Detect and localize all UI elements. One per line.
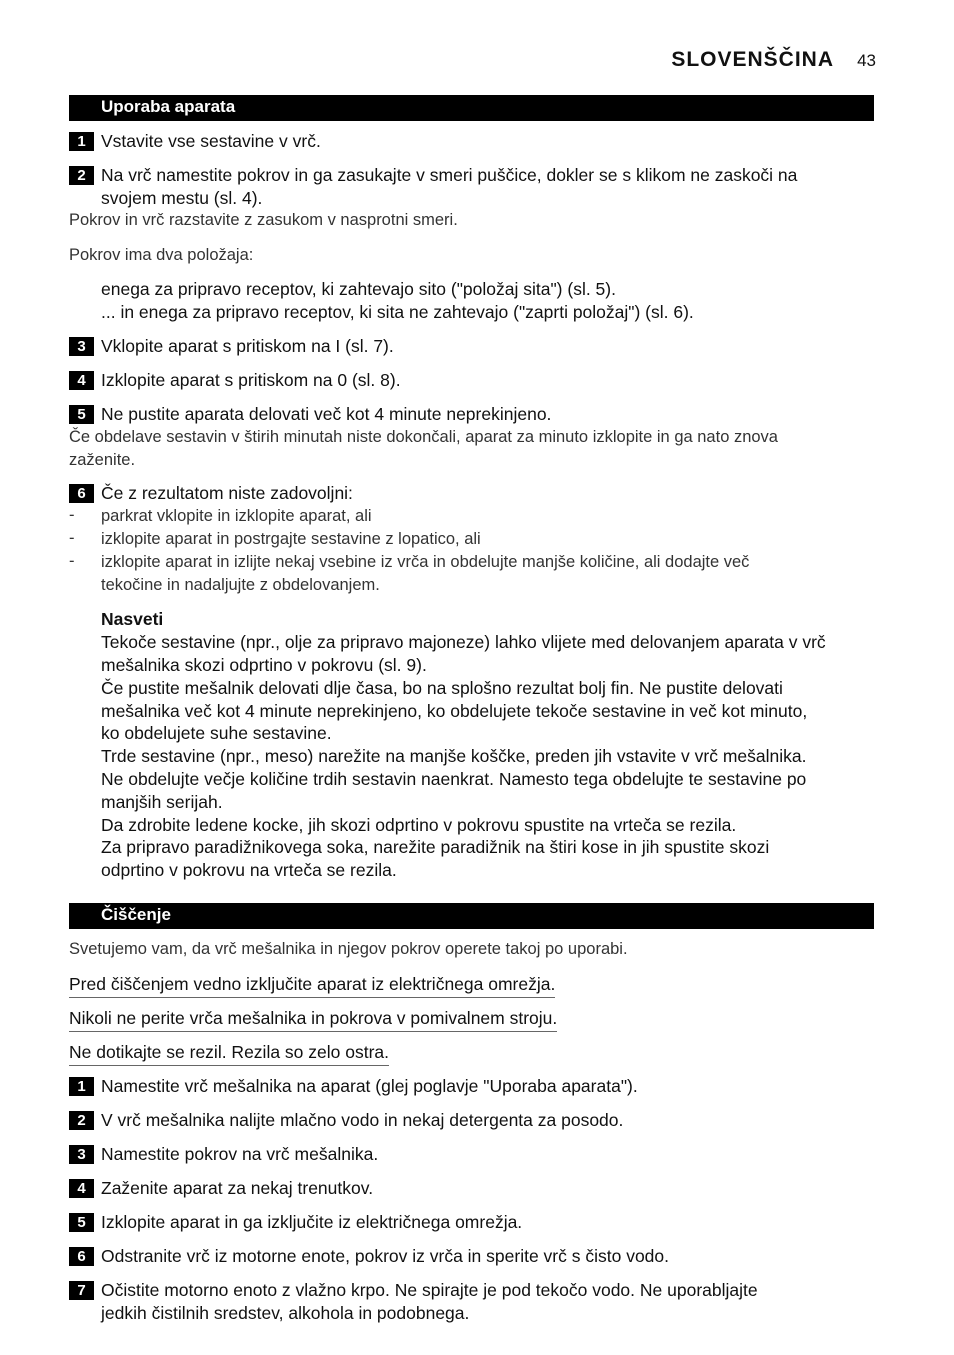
tips-title: Nasveti [101, 609, 164, 629]
bullet-dash: - [69, 529, 75, 547]
step-number: 1 [69, 132, 94, 151]
step-number: 6 [69, 484, 94, 503]
step-text: Na vrč namestite pokrov in ga zasukajte v smeri puščice, dokler se s klikom ne zaskoči na [101, 165, 798, 185]
page-number: 43 [857, 51, 876, 70]
bullet-text: izklopite aparat in postrgajte sestavine z lopatico, ali [101, 530, 481, 548]
step-text: V vrč mešalnika nalijte mlačno vodo in nekaj detergenta za posodo. [101, 1110, 624, 1130]
lid-position-text: enega za pripravo receptov, ki zahtevajo sito ("položaj sita") (sl. 5). [101, 279, 616, 299]
tip-line: Trde sestavine (npr., meso) narežite na manjše koščke, preden jih vstavite v vrč mešalnika. [101, 746, 807, 766]
step-text: Ne pustite aparata delovati več kot 4 minute neprekinjeno. [101, 404, 552, 424]
lid-position-text: ... in enega za pripravo receptov, ki sita ne zahtevajo ("zaprti položaj") (sl. 6). [101, 302, 694, 322]
note-text: Če obdelave sestavin v štirih minutah niste dokončali, aparat za minuto izklopite in ga nato znova [69, 428, 778, 446]
bullet-text: tekočine in nadaljujte z obdelovanjem. [101, 576, 380, 594]
step-text: Vklopite aparat s pritiskom na I (sl. 7). [101, 336, 394, 356]
step-number: 5 [69, 405, 94, 424]
step-text: Vstavite vse sestavine v vrč. [101, 131, 321, 151]
step-text: Zaženite aparat za nekaj trenutkov. [101, 1178, 374, 1198]
tip-line: Da zdrobite ledene kocke, jih skozi odprtino v pokrovu spustite na vrteča se rezila. [101, 815, 737, 835]
tip-line: ko obdelujete suhe sestavine. [101, 723, 332, 743]
step-number: 7 [69, 1281, 94, 1300]
bullet-text: parkrat vklopite in izklopite aparat, ali [101, 507, 372, 525]
step-number: 4 [69, 371, 94, 390]
step-number: 2 [69, 166, 94, 185]
step-text: Izklopite aparat s pritiskom na 0 (sl. 8). [101, 370, 401, 390]
tip-line: mešalnika več kot 4 minute neprekinjeno, ko obdelujete tekoče sestavine in več kot minuto, [101, 701, 808, 721]
step-text: Namestite vrč mešalnika na aparat (glej poglavje "Uporaba aparata"). [101, 1076, 638, 1096]
tip-line: Tekoče sestavine (npr., olje za pripravo majoneze) lahko vlijete med delovanjem aparata v vrč [101, 632, 826, 652]
tip-line: odprtino v pokrovu na vrteča se rezila. [101, 860, 397, 880]
step-text: Očistite motorno enoto z vlažno krpo. Ne spirajte je pod tekočo vodo. Ne uporabljajte [101, 1280, 758, 1300]
step-text: Če z rezultatom niste zadovoljni: [101, 483, 353, 503]
tip-line: Ne obdelujte večje količine trdih sestavin naenkrat. Namesto tega obdelujte te sestavine po [101, 769, 807, 789]
step-number: 4 [69, 1179, 94, 1198]
note-text: Pokrov ima dva položaja: [69, 246, 254, 264]
step-text: svojem mestu (sl. 4). [101, 188, 263, 208]
tip-line: mešalnika skozi odprtino v pokrovu (sl. 9). [101, 655, 427, 675]
bullet-dash: - [69, 506, 75, 524]
step-number: 5 [69, 1213, 94, 1232]
step-number: 2 [69, 1111, 94, 1130]
tip-line: manjših serijah. [101, 792, 223, 812]
note-text: zaženite. [69, 451, 136, 469]
bullet-dash: - [69, 552, 75, 570]
section-title-usage: Uporaba aparata [69, 95, 874, 121]
step-number: 3 [69, 337, 94, 356]
tip-line: Če pustite mešalnik delovati dlje časa, bo na splošno rezultat bolj fin. Ne pustite delovati [101, 678, 783, 698]
step-number: 1 [69, 1077, 94, 1096]
warning-text: Pred čiščenjem vedno izključite aparat iz električnega omrežja. [69, 973, 555, 998]
section-title-cleaning: Čiščenje [69, 903, 874, 929]
note-text: Pokrov in vrč razstavite z zasukom v nasprotni smeri. [69, 211, 458, 229]
tip-line: Za pripravo paradižnikovega soka, narežite paradižnik na štiri kose in jih spustite skozi [101, 837, 770, 857]
page-language-header: SLOVENŠČINA [671, 48, 834, 71]
intro-text: Svetujemo vam, da vrč mešalnika in njegov pokrov operete takoj po uporabi. [69, 940, 628, 958]
warning-text: Nikoli ne perite vrča mešalnika in pokrova v pomivalnem stroju. [69, 1007, 557, 1032]
step-text: Izklopite aparat in ga izključite iz električnega omrežja. [101, 1212, 523, 1232]
step-text: jedkih čistilnih sredstev, alkohola in podobnega. [101, 1303, 470, 1323]
step-number: 6 [69, 1247, 94, 1266]
bullet-text: izklopite aparat in izlijte nekaj vsebine iz vrča in obdelujte manjše količine, ali dodajte več [101, 553, 750, 571]
step-number: 3 [69, 1145, 94, 1164]
warning-text: Ne dotikajte se rezil. Rezila so zelo ostra. [69, 1041, 389, 1066]
step-text: Namestite pokrov na vrč mešalnika. [101, 1144, 379, 1164]
step-text: Odstranite vrč iz motorne enote, pokrov iz vrča in sperite vrč s čisto vodo. [101, 1246, 669, 1266]
